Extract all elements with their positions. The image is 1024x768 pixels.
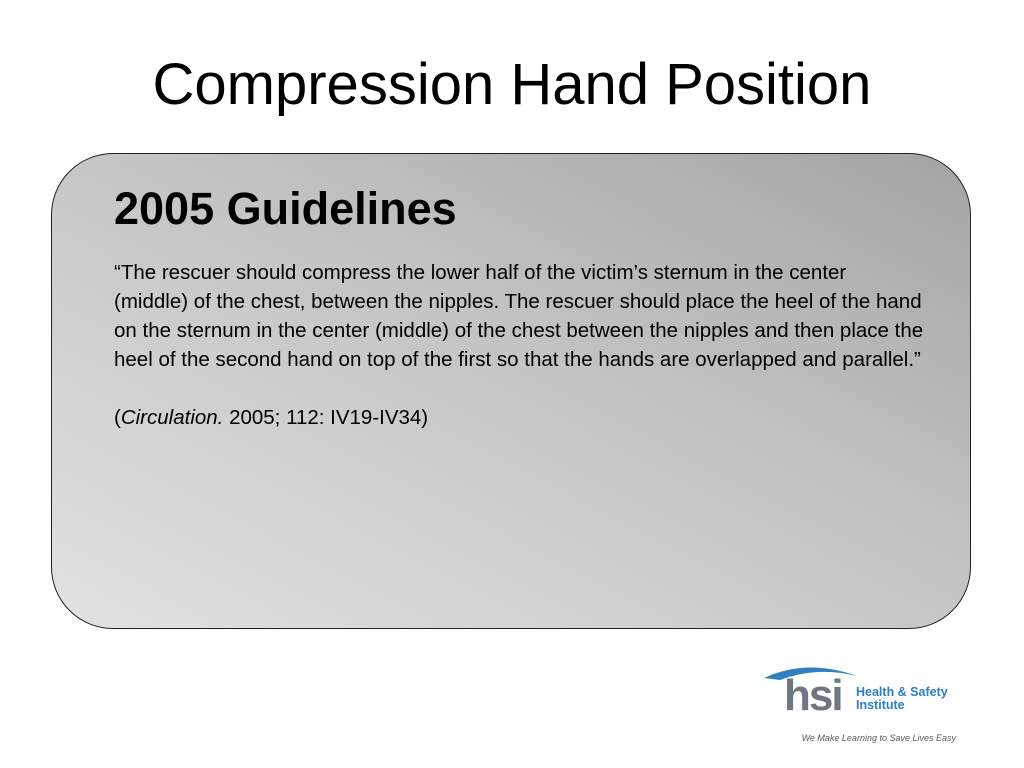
logo-name-line1: Health & Safety [856, 685, 948, 699]
citation-details: 2005; 112: IV19-IV34) [223, 406, 429, 429]
content-body [114, 182, 924, 432]
citation-journal: Circulation. [120, 406, 224, 429]
guidelines-heading: 2005 Guidelines [114, 183, 457, 234]
hsi-logo-icon [762, 660, 962, 720]
citation-open-paren: ( [114, 406, 121, 429]
guideline-quote: “The rescuer should compress the lower half of the victim’s sternum in the center (middle) of the chest, between the nipples. The rescuer should place the heel of the hand on the sternum in the center (middle) of the chest between the nipples and then place the heel of the second hand on top of the first so that the hands are overlapped and parallel.” [114, 261, 924, 371]
logo-name-line2: Institute [856, 698, 905, 712]
hsi-logo [762, 660, 962, 720]
logo-mark-text: hsi [784, 671, 842, 720]
content-box [51, 153, 971, 629]
tagline: We Make Learning to Save Lives Easy [801, 733, 956, 743]
slide-title: Compression Hand Position [152, 52, 872, 117]
citation [114, 403, 924, 432]
